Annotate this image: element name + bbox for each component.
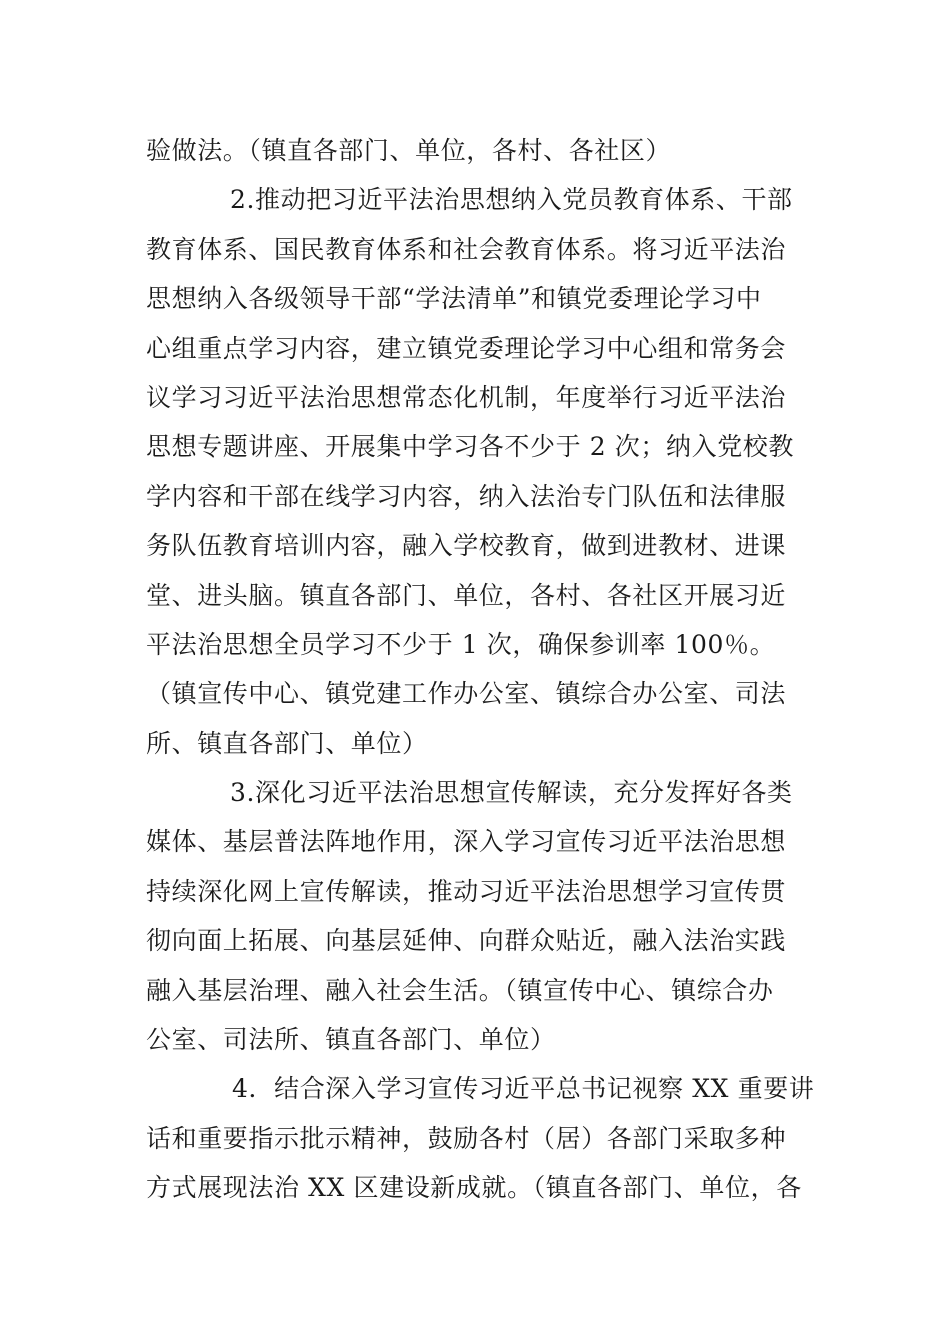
text-line: 验做法。（镇直各部门、单位，各村、各社区） [146,136,672,165]
text-line: 务队伍教育培训内容，融入学校教育，做到进教材、进课 [146,531,787,561]
text-line: 思想纳入各级领导干部“学法清单”和镇党委理论学习中 [146,284,762,314]
text-line: 所、镇直各部门、单位） [146,728,428,758]
text-line: 思想专题讲座、开展集中学习各不少于 2 次；纳入党校教 [146,432,795,462]
section-heading-4: 4．结合深入学习宣传习近平总书记视察 XX 重要讲 [232,1074,815,1104]
text-line: 心组重点学习内容，建立镇党委理论学习中心组和常务会 [146,333,787,363]
text-line: 媒体、基层普法阵地作用，深入学习宣传习近平法治思想 [146,827,787,857]
body-text [146,126,815,1213]
text-line: 教育体系、国民教育体系和社会教育体系。将习近平法治 [146,234,787,264]
text-line: 彻向面上拓展、向基层延伸、向群众贴近，融入法治实践 [146,926,787,956]
text-line: 持续深化网上宣传解读，推动习近平法治思想学习宣传贯 [146,876,787,906]
text-line: 堂、进头脑。镇直各部门、单位，各村、各社区开展习近 [146,580,787,610]
text-line: （镇宣传中心、镇党建工作办公室、镇综合办公室、司法 [146,679,787,709]
text-line: 融入基层治理、融入社会生活。（镇宣传中心、镇综合办 [146,975,774,1005]
section-heading-2: 2.推动把习近平法治思想纳入党员教育体系、干部 [230,185,793,215]
text-line: 平法治思想全员学习不少于 1 次，确保参训率 100％。 [146,629,776,659]
text-line: 方式展现法治 XX 区建设新成就。（镇直各部门、单位，各 [146,1173,802,1203]
text-line: 话和重要指示批示精神，鼓励各村（居）各部门采取多种 [146,1123,787,1153]
text-line: 公室、司法所、镇直各部门、单位） [146,1025,556,1055]
text-line: 议学习习近平法治思想常态化机制，年度举行习近平法治 [146,382,787,412]
section-heading-3: 3.深化习近平法治思想宣传解读，充分发挥好各类 [230,778,793,808]
text-line: 学内容和干部在线学习内容，纳入法治专门队伍和法律服 [146,481,787,511]
